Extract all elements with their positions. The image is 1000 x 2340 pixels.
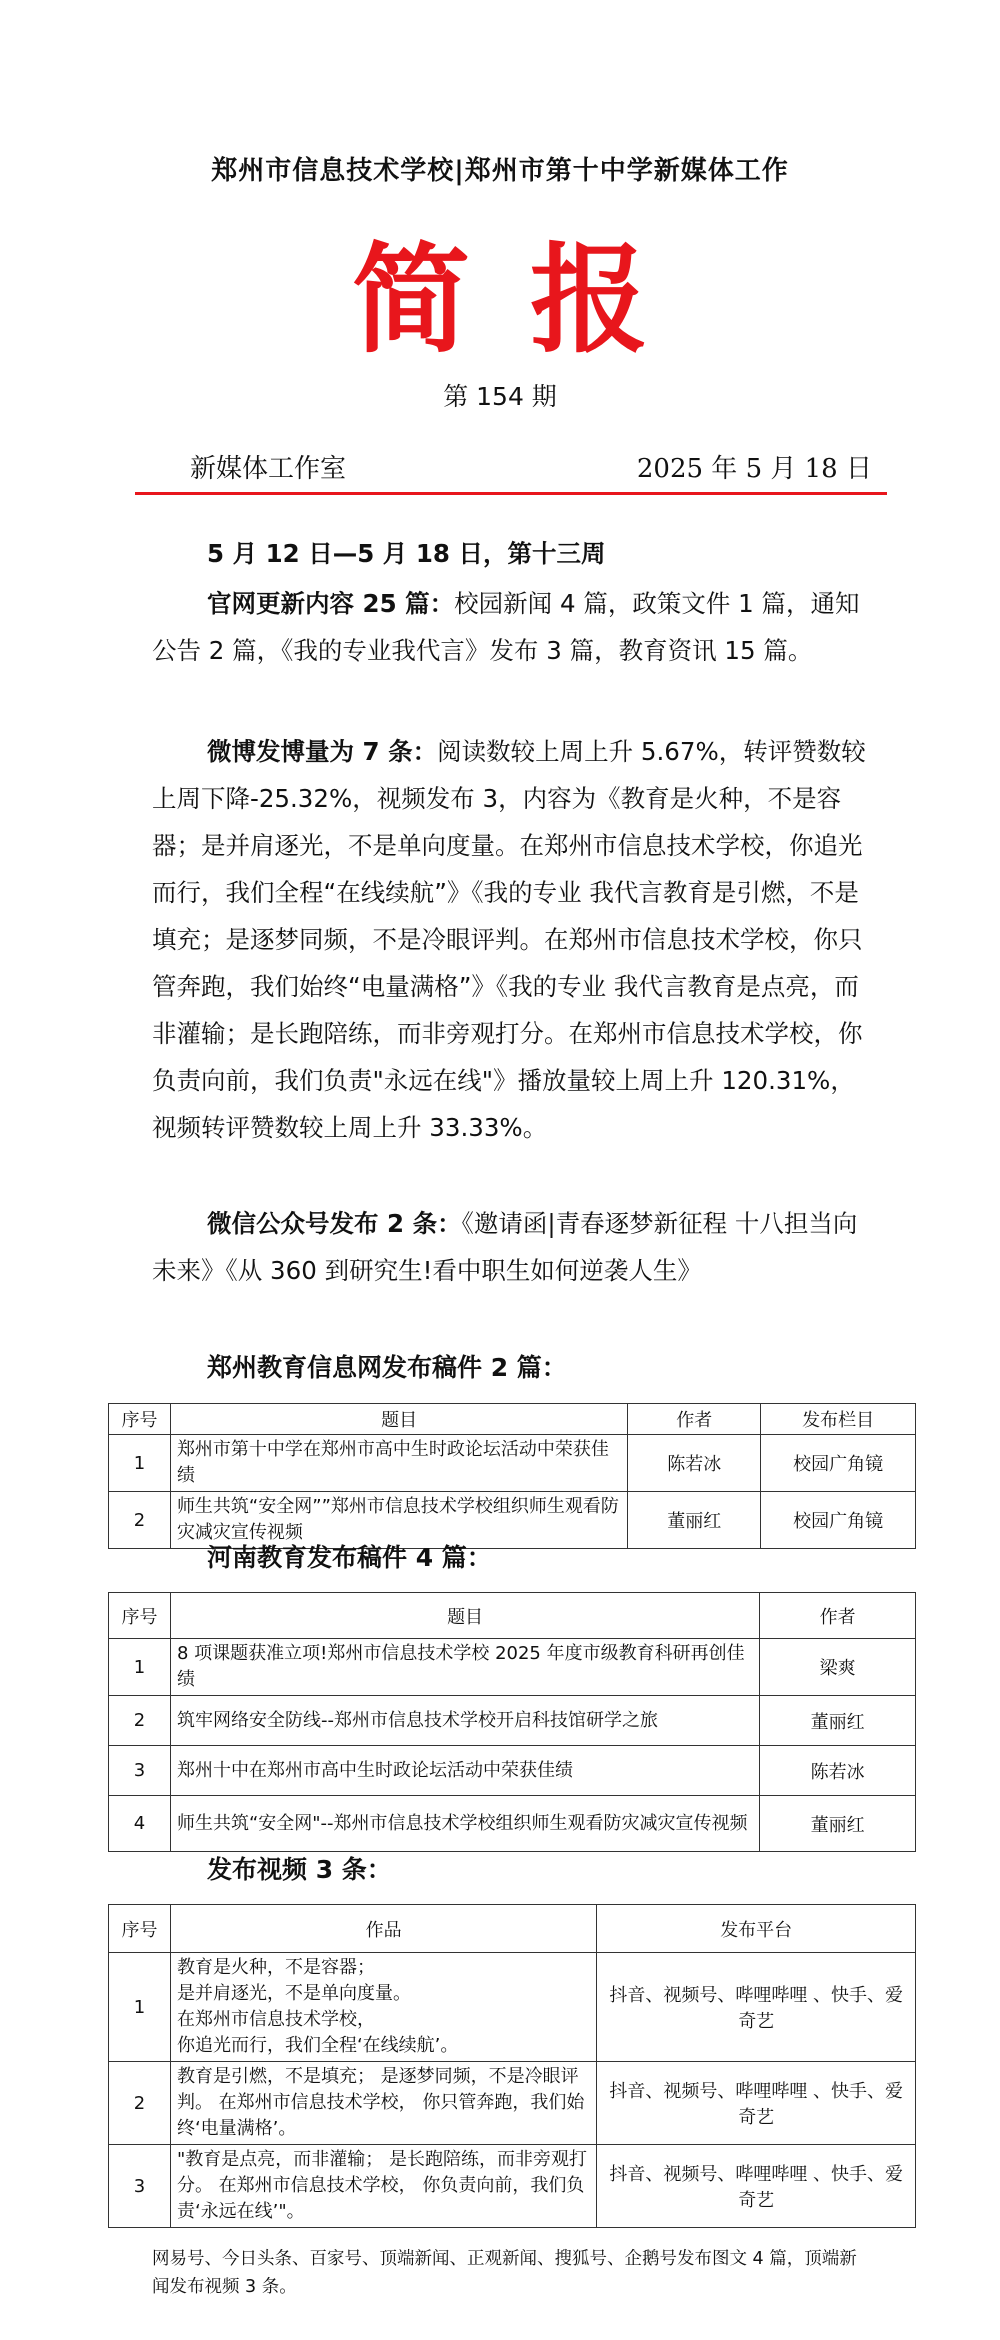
videos-title: 发布视频 3 条： — [207, 1855, 392, 1884]
bulletin-big-title: 简报 — [351, 231, 708, 369]
wechat-summary — [152, 1200, 872, 1294]
col-header: 题目 — [170, 1404, 627, 1435]
cell-no: 4 — [109, 1796, 171, 1852]
cell-author: 董丽红 — [760, 1696, 916, 1746]
table-row — [109, 1953, 916, 2062]
table-row — [109, 1746, 916, 1796]
cell-no: 2 — [109, 1492, 171, 1549]
cell-no: 1 — [109, 1953, 171, 2062]
cell-work: "教育是点亮，而非灌输； 是长跑陪练，而非旁观打分。 在郑州市信息技术学校， 你负责向前，我们负责‘永远在线’"。 — [170, 2145, 596, 2228]
table-row — [109, 2145, 916, 2228]
week-range: 5 月 12 日—5 月 18 日，第十三周 — [207, 539, 606, 568]
col-header: 作者 — [760, 1593, 916, 1639]
cell-platform: 抖音、视频号、哔哩哔哩 、快手、爱奇艺 — [597, 2145, 916, 2228]
cell-author: 陈若冰 — [760, 1746, 916, 1796]
site-summary-label: 官网更新内容 25 篇： — [207, 589, 455, 618]
org-title: 郑州市信息技术学校|郑州市第十中学新媒体工作 — [211, 156, 789, 186]
table-row — [109, 1639, 916, 1696]
studio-name: 新媒体工作室 — [190, 454, 347, 484]
cell-platform: 抖音、视频号、哔哩哔哩 、快手、爱奇艺 — [597, 1953, 916, 2062]
cell-title: 筑牢网络安全防线--郑州市信息技术学校开启科技馆研学之旅 — [170, 1696, 759, 1746]
cell-work: 教育是引燃，不是填充； 是逐梦同频，不是冷眼评判。 在郑州市信息技术学校， 你只管奔跑，我们始终‘电量满格’。 — [170, 2062, 596, 2145]
wechat-summary-label: 微信公众号发布 2 条： — [207, 1209, 462, 1238]
issue-number: 第 154 期 — [443, 382, 557, 411]
table-header-row — [109, 1404, 916, 1435]
col-header: 序号 — [109, 1905, 171, 1953]
cell-column: 校园广角镜 — [761, 1435, 916, 1492]
weibo-summary-label: 微博发博量为 7 条： — [207, 737, 438, 766]
zz-edu-title: 郑州教育信息网发布稿件 2 篇： — [207, 1353, 567, 1382]
cell-title: 师生共筑“安全网"--郑州市信息技术学校组织师生观看防灾减灾宣传视频 — [170, 1796, 759, 1852]
work-line: 在郑州市信息技术学校， — [176, 2009, 375, 2030]
cell-title: 郑州市第十中学在郑州市高中生时政论坛活动中荣获佳绩 — [170, 1435, 627, 1492]
col-header: 作者 — [628, 1404, 761, 1435]
work-line: 你追光而行，我们全程‘在线续航’。 — [176, 2035, 459, 2056]
cell-work — [170, 1953, 596, 2062]
cell-author: 梁爽 — [760, 1639, 916, 1696]
henan-edu-table — [108, 1592, 916, 1852]
cell-title: 师生共筑“安全网””郑州市信息技术学校组织师生观看防灾减灾宣传视频 — [170, 1492, 627, 1549]
table-row — [109, 1696, 916, 1746]
table-row — [109, 2062, 916, 2145]
col-header: 序号 — [109, 1593, 171, 1639]
cell-no: 3 — [109, 1746, 171, 1796]
weibo-summary-text: 阅读数较上周上升 5.67%，转评赞数较上周下降-25.32%，视频发布 3，内容为《教育是火种，不是容器；是并肩逐光，不是单向度量。在郑州市信息技术学校，你追光而行，我们全程“在线续航”》《我的专业 我代言教育是引燃，不是填充；是逐梦同频，不是冷眼评判。在郑州市信息技术学校，你只管奔跑，我们始终“电量满格”》《我的专业 我代言教育是点亮，而非灌输；是长跑陪练，而非旁观打分。在郑州市信息技术学校，你负责向前，我们负责"永远在线"》播放量较上周上升 120.31%，视频转评赞数较上周上升 33.33%。 — [152, 737, 866, 1142]
work-line: 是并肩逐光，不是单向度量。 — [176, 1983, 411, 2004]
cell-author: 董丽红 — [628, 1492, 761, 1549]
site-summary — [152, 580, 872, 674]
footer-note: 网易号、今日头条、百家号、顶端新闻、正观新闻、搜狐号、企鹅号发布图文 4 篇，顶端新闻发布视频 3 条。 — [152, 2249, 857, 2297]
col-header: 题目 — [170, 1593, 759, 1639]
wechat-summary-text: 《邀请函|青春逐梦新征程 十八担当向未来》《从 360 到研究生!看中职生如何逆袭人生》 — [152, 1209, 858, 1285]
col-header: 发布栏目 — [761, 1404, 916, 1435]
col-header: 序号 — [109, 1404, 171, 1435]
table-row — [109, 1435, 916, 1492]
table-row — [109, 1796, 916, 1852]
videos-table — [108, 1904, 916, 2228]
henan-edu-title: 河南教育发布稿件 4 篇： — [207, 1543, 492, 1572]
cell-no: 2 — [109, 1696, 171, 1746]
cell-title: 8 项课题获准立项!郑州市信息技术学校 2025 年度市级教育科研再创佳绩 — [170, 1639, 759, 1696]
cell-platform: 抖音、视频号、哔哩哔哩 、快手、爱奇艺 — [597, 2062, 916, 2145]
table-header-row — [109, 1593, 916, 1639]
work-line: 教育是火种，不是容器； — [176, 1957, 375, 1978]
col-header: 作品 — [170, 1905, 596, 1953]
site-summary-text: 校园新闻 4 篇，政策文件 1 篇，通知公告 2 篇，《我的专业我代言》发布 3 篇，教育资讯 15 篇。 — [152, 589, 860, 665]
table-header-row — [109, 1905, 916, 1953]
cell-author: 陈若冰 — [628, 1435, 761, 1492]
cell-column: 校园广角镜 — [761, 1492, 916, 1549]
cell-no: 2 — [109, 2062, 171, 2145]
cell-no: 1 — [109, 1435, 171, 1492]
cell-author: 董丽红 — [760, 1796, 916, 1852]
red-divider — [135, 492, 887, 495]
publish-date: 2025 年 5 月 18 日 — [636, 454, 872, 484]
weibo-summary — [152, 728, 872, 1151]
cell-title: 郑州十中在郑州市高中生时政论坛活动中荣获佳绩 — [170, 1746, 759, 1796]
zz-edu-table — [108, 1403, 916, 1549]
col-header: 发布平台 — [597, 1905, 916, 1953]
cell-no: 1 — [109, 1639, 171, 1696]
cell-no: 3 — [109, 2145, 171, 2228]
